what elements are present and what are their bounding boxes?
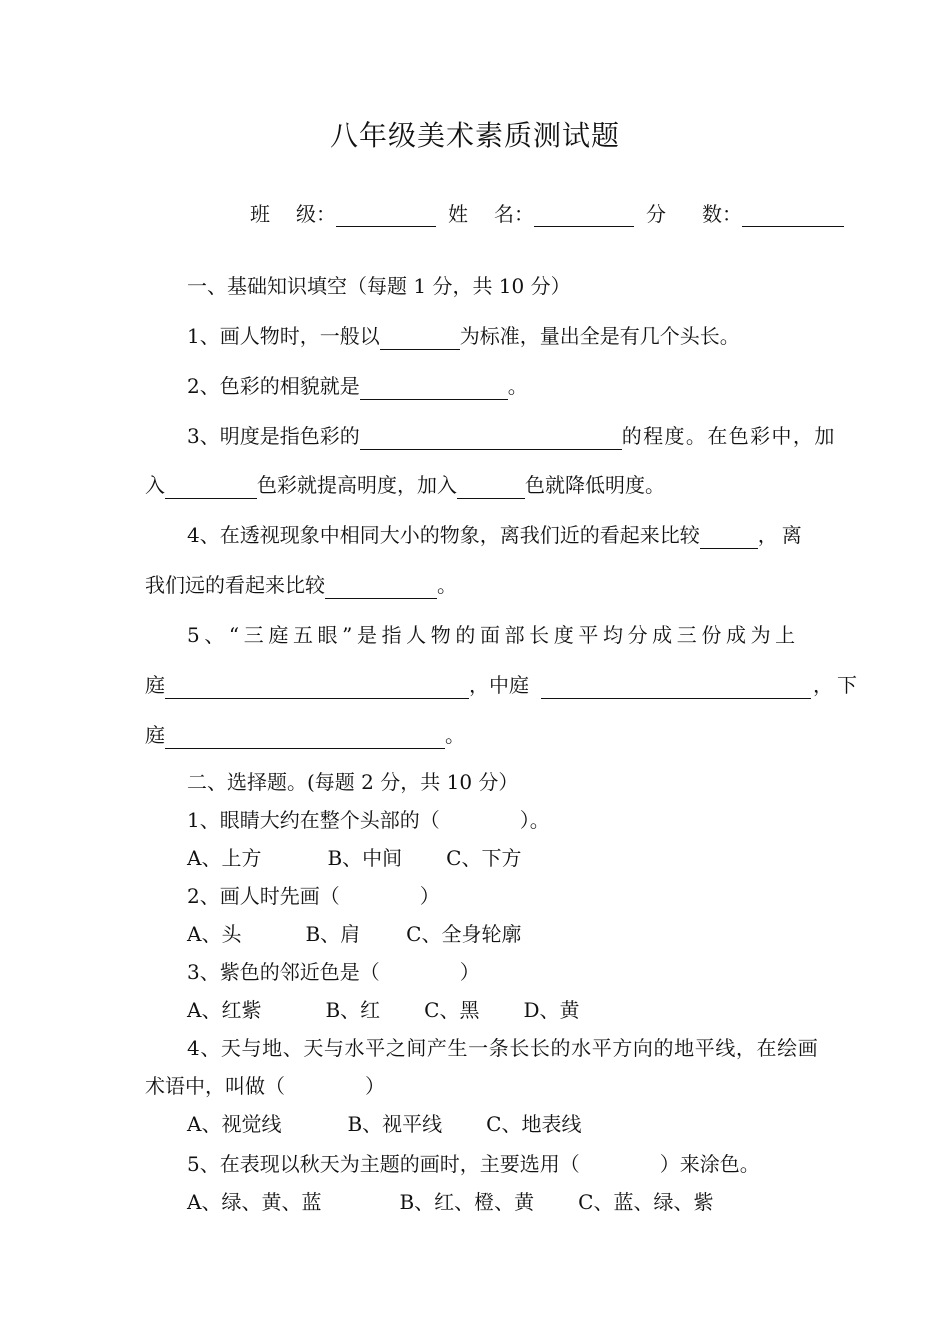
s1-question-5-line1: 5、“三庭五眼”是指人物的面部长度平均分成三份成为上 (187, 623, 800, 647)
class-label-b: 级： (296, 202, 336, 226)
s2-q5-options (187, 1188, 713, 1216)
s2-q1-options (187, 844, 521, 872)
s2-question-4-line1: 4、天与地、天与水平之间产生一条长长的水平方向的地平线，在绘画 (187, 1036, 819, 1060)
s1-q3-blank-1[interactable] (360, 427, 622, 450)
s1-q4-blank-1[interactable] (700, 526, 758, 549)
s2-q4-option-a[interactable]: A、视觉线 (187, 1112, 282, 1136)
s1-question-4-line2: 我们远的看起来比较 。 (145, 573, 457, 597)
s1-q5-blank-1[interactable] (165, 676, 469, 699)
name-label-a: 姓 (448, 202, 468, 226)
s1-q5-blank-3[interactable] (165, 726, 445, 749)
s2-question-5: 5、在表现以秋天为主题的画时，主要选用（ ）来涂色。 (187, 1152, 760, 1176)
class-blank[interactable] (336, 204, 436, 227)
s2-question-3: 3、紫色的邻近色是（ ） (187, 960, 480, 984)
student-info-row (250, 198, 844, 227)
name-label-b: 名： (494, 202, 534, 226)
section1-heading: 一、基础知识填空（每题 1 分，共 10 分） (187, 274, 571, 298)
s2-q2-option-a[interactable]: A、头 (187, 922, 242, 946)
page-title: 八年级美术素质测试题 (329, 119, 620, 152)
s2-q2-options (187, 920, 521, 948)
s1-question-2: 2、色彩的相貌就是 。 (187, 374, 528, 398)
s1-q2-blank[interactable] (360, 377, 508, 400)
score-label-a: 分 (646, 202, 666, 226)
s2-q3-option-c[interactable]: C、黑 (424, 998, 480, 1022)
score-label-b: 数： (702, 202, 742, 226)
s1-q1-blank[interactable] (380, 327, 460, 350)
s2-q3-option-b[interactable]: B、红 (325, 998, 381, 1022)
s1-question-5-line2: 庭 ，中庭 ，下 (145, 673, 861, 697)
s1-q4-blank-2[interactable] (325, 576, 437, 599)
s2-q5-option-b[interactable]: B、红、橙、黄 (399, 1190, 535, 1214)
s2-q2-option-b[interactable]: B、肩 (305, 922, 361, 946)
s2-q3-options (187, 996, 580, 1024)
score-blank[interactable] (742, 204, 844, 227)
class-label-a: 班 (250, 202, 270, 226)
s2-q5-option-a[interactable]: A、绿、黄、蓝 (187, 1190, 322, 1214)
s2-q1-option-a[interactable]: A、上方 (187, 846, 262, 870)
s2-q1-option-b[interactable]: B、中间 (327, 846, 403, 870)
s2-q3-option-a[interactable]: A、红紫 (187, 998, 262, 1022)
name-blank[interactable] (534, 204, 634, 227)
s2-question-1: 1、眼睛大约在整个头部的（ ）。 (187, 808, 550, 832)
s1-question-1: 1、画人物时，一般以 为标准，量出全是有几个头长。 (187, 324, 740, 348)
s2-q4-options (187, 1110, 581, 1138)
s1-question-3-line1: 3、明度是指色彩的 的程度。在色彩中，加 (187, 424, 836, 448)
s2-q5-option-c[interactable]: C、蓝、绿、紫 (578, 1190, 714, 1214)
s2-q3-option-d[interactable]: D、黄 (523, 998, 580, 1022)
s1-question-3-line2: 入 色彩就提高明度，加入 色就降低明度。 (145, 473, 665, 497)
s2-q4-option-b[interactable]: B、视平线 (347, 1112, 443, 1136)
section2-heading: 二、选择题。(每题 2 分，共 10 分） (187, 770, 519, 794)
s2-q4-option-c[interactable]: C、地表线 (486, 1112, 582, 1136)
s2-q2-option-c[interactable]: C、全身轮廓 (406, 922, 522, 946)
s1-q5-blank-2[interactable] (541, 676, 811, 699)
s1-question-5-line3: 庭 。 (145, 723, 465, 747)
s2-question-4-line2: 术语中，叫做（ ） (145, 1074, 385, 1098)
s1-q3-blank-2[interactable] (165, 476, 257, 499)
s2-question-2: 2、画人时先画（ ） (187, 884, 440, 908)
s1-q3-blank-3[interactable] (457, 476, 525, 499)
s1-question-4-line1: 4、在透视现象中相同大小的物象，离我们近的看起来比较 ，离 (187, 523, 806, 547)
s2-q1-option-c[interactable]: C、下方 (446, 846, 522, 870)
